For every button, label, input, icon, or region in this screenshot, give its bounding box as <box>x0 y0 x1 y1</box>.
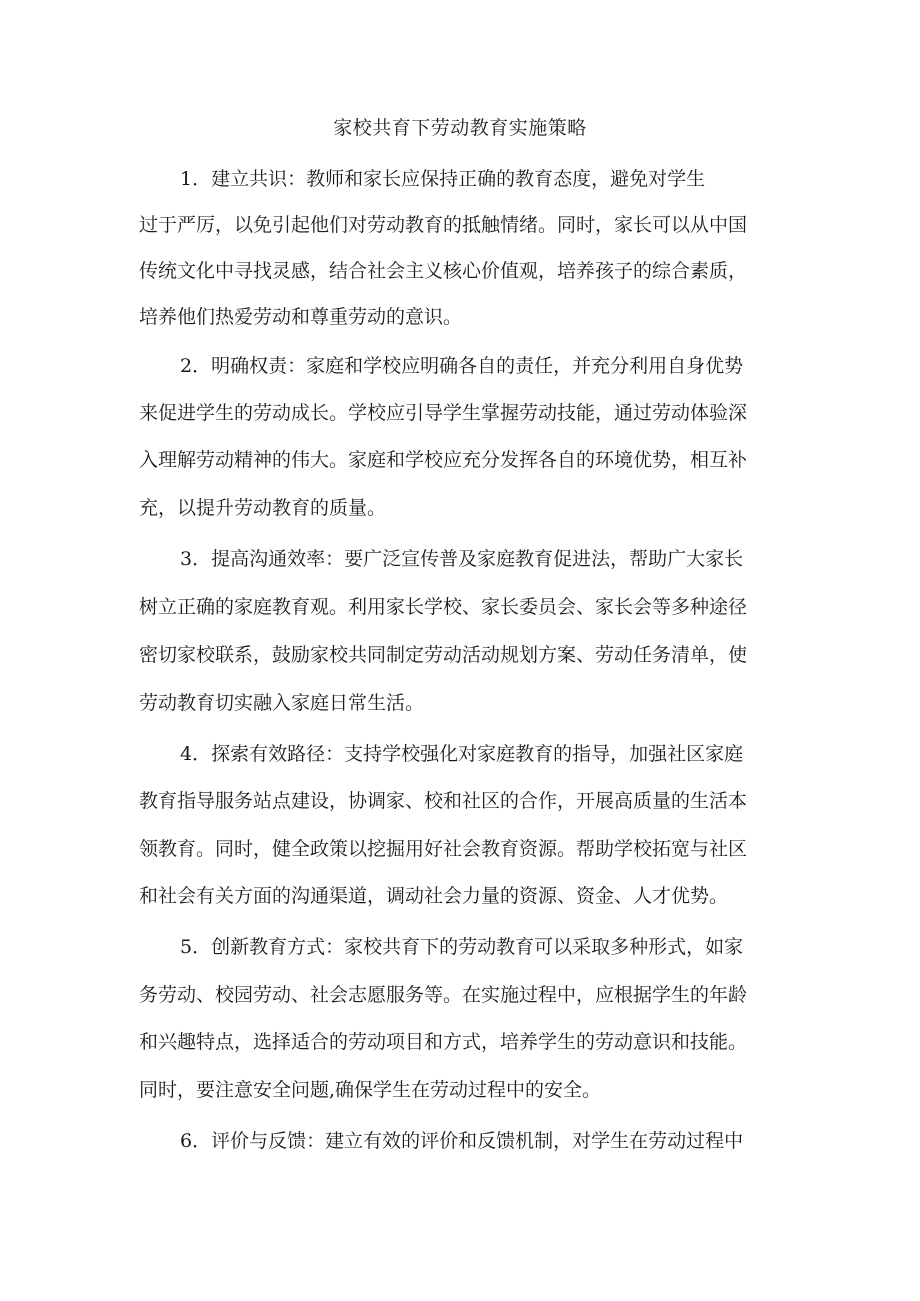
paragraph-3-line-1: 3．提高沟通效率：要广泛宣传普及家庭教育促进法，帮助广大家长 <box>180 548 744 570</box>
paragraph-2-line-4: 充，以提升劳动教育的质量。 <box>139 497 387 519</box>
paragraph-2-line-3: 入理解劳动精神的伟大。家庭和学校应充分发挥各自的环境优势，相互补 <box>139 449 748 471</box>
paragraph-3-line-2: 树立正确的家庭教育观。利用家长学校、家长委员会、家长会等多种途径 <box>139 596 748 618</box>
document-title: 家校共育下劳动教育实施策略 <box>333 117 587 139</box>
paragraph-1-line-2: 过于严厉，以免引起他们对劳动教育的抵触情绪。同时，家长可以从中国 <box>139 214 748 236</box>
paragraph-3-line-3: 密切家校联系，鼓励家校共同制定劳动活动规划方案、劳动任务清单，使 <box>139 644 748 666</box>
paragraph-5-line-2: 务劳动、校园劳动、社会志愿服务等。在实施过程中，应根据学生的年龄 <box>139 984 748 1006</box>
paragraph-5-line-3: 和兴趣特点，选择适合的劳动项目和方式，培养学生的劳动意识和技能。 <box>139 1031 748 1053</box>
paragraph-5-line-4: 同时，要注意安全问题,确保学生在劳动过程中的安全。 <box>139 1079 602 1101</box>
paragraph-2-line-1: 2．明确权责：家庭和学校应明确各自的责任，并充分利用自身优势 <box>180 355 744 377</box>
paragraph-1-line-1: 1．建立共识：教师和家长应保持正确的教育态度，避免对学生 <box>180 168 706 190</box>
paragraph-4-line-1: 4．探索有效路径：支持学校强化对家庭教育的指导，加强社区家庭 <box>180 743 744 765</box>
paragraph-4-line-4: 和社会有关方面的沟通渠道，调动社会力量的资源、资金、人才优势。 <box>139 885 729 907</box>
paragraph-4-line-3: 领教育。同时，健全政策以挖掘用好社会教育资源。帮助学校拓宽与社区 <box>139 838 748 860</box>
paragraph-1-line-4: 培养他们热爱劳动和尊重劳动的意识。 <box>139 306 463 328</box>
paragraph-2-line-2: 来促进学生的劳动成长。学校应引导学生掌握劳动技能，通过劳动体验深 <box>139 402 748 424</box>
paragraph-3-line-4: 劳动教育切实融入家庭日常生活。 <box>139 692 425 714</box>
paragraph-6-line-1: 6．评价与反馈：建立有效的评价和反馈机制，对学生在劳动过程中 <box>180 1130 744 1152</box>
paragraph-1-line-3: 传统文化中寻找灵感，结合社会主义核心价值观，培养孩子的综合素质， <box>139 260 748 282</box>
paragraph-5-line-1: 5．创新教育方式：家校共育下的劳动教育可以采取多种形式，如家 <box>180 936 744 958</box>
paragraph-4-line-2: 教育指导服务站点建设，协调家、校和社区的合作，开展高质量的生活本 <box>139 790 748 812</box>
